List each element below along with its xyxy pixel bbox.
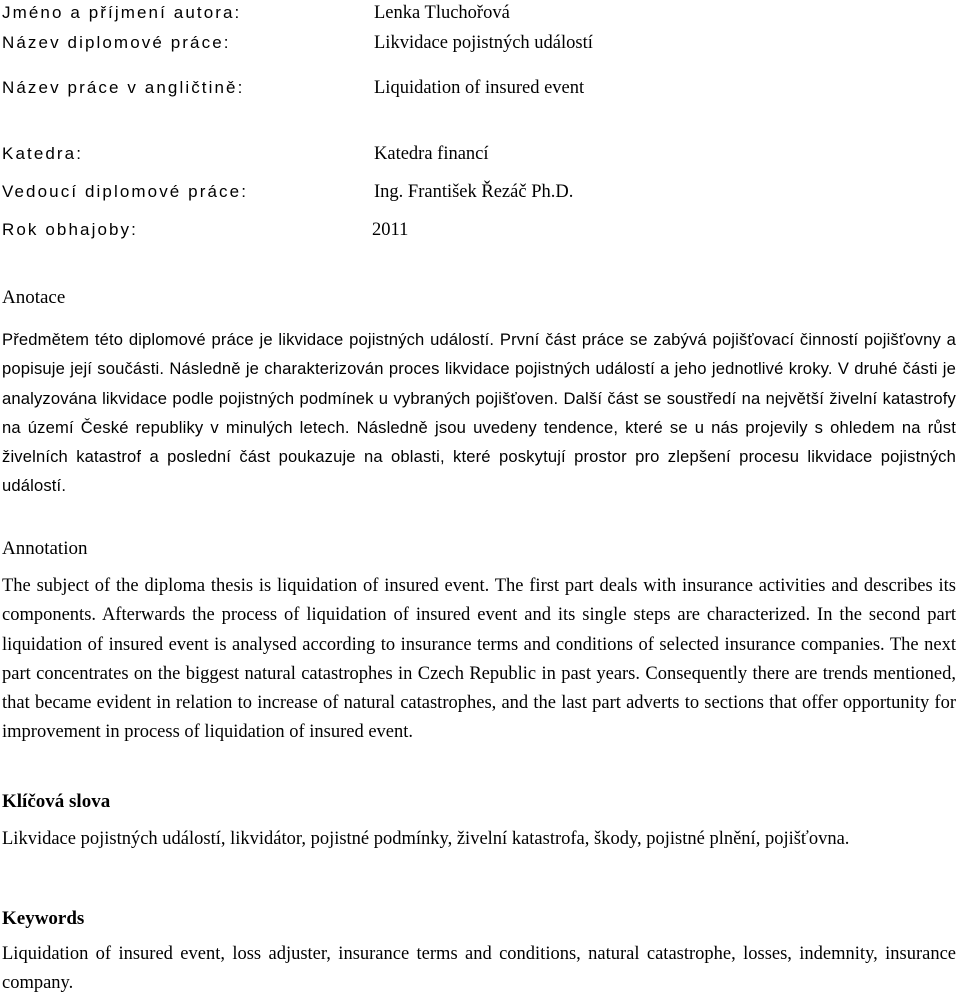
author-label: Jméno a příjmení autora: [2,3,242,22]
keywords-section [2,906,956,999]
department-value: Katedra financí [374,144,489,164]
anotace-section [2,285,956,501]
anotace-text: Předmětem této diplomové práce je likvidace pojistných událostí. První část práce se zabývá pojišťovací činností pojišťovny a popisuje její součásti. Následně je charakterizován proces likvidace pojistných událostí a jeho jednotlivé kroky. V druhé části je analyzována likvidace podle pojistných podmínek u vybraných pojišťoven. Další část se soustředí na největší živelní katastrofy na území České republiky v minulých letech. Následně jsou uvedeny tendence, které se u nás projevily s ohledem na růst živelních katastrof a poslední část poukazuje na oblasti, které poskytují prostor pro zlepšení procesu likvidace pojistných událostí. [2,330,956,496]
klicova-slova-text: Likvidace pojistných událostí, likvidátor, pojistné podmínky, živelní katastrofa, škody, pojistné plnění, pojišťovna. [2,829,850,849]
klicova-slova-heading: Klíčová slova [2,791,111,812]
year-label: Rok obhajoby: [2,220,138,239]
department-label: Katedra: [2,144,84,163]
title-en-value: Liquidation of insured event [374,78,585,98]
klicova-slova-section [2,789,956,854]
author-value: Lenka Tluchořová [374,3,510,23]
year-value: 2011 [372,220,409,240]
annotation-section [2,536,956,748]
annotation-text: The subject of the diploma thesis is liquidation of insured event. The first part deals with insurance activities and describes its components. Afterwards the process of liquidation of insured event and its single steps are characterized. In the second part liquidation of insured event is analysed according to insurance terms and conditions of selected insurance companies. The next part concentrates on the biggest natural catastrophes in Czech Republic in past years. Consequently there are trends mentioned, that became evident in relation to increase of natural catastrophes, and the last part adverts to sections that offer opportunity for improvement in process of liquidation of insured event. [2,576,956,743]
keywords-text: Liquidation of insured event, loss adjuster, insurance terms and conditions, natural catastrophe, losses, indemnity, insurance company. [2,944,956,994]
keywords-heading: Keywords [2,908,85,929]
annotation-heading: Annotation [2,538,88,559]
title-value: Likvidace pojistných událostí [374,33,593,53]
title-label: Název diplomové práce: [2,33,231,52]
anotace-heading: Anotace [2,287,66,308]
supervisor-value: Ing. František Řezáč Ph.D. [374,182,574,202]
title-en-label: Název práce v angličtině: [2,78,245,97]
supervisor-label: Vedoucí diplomové práce: [2,182,249,201]
